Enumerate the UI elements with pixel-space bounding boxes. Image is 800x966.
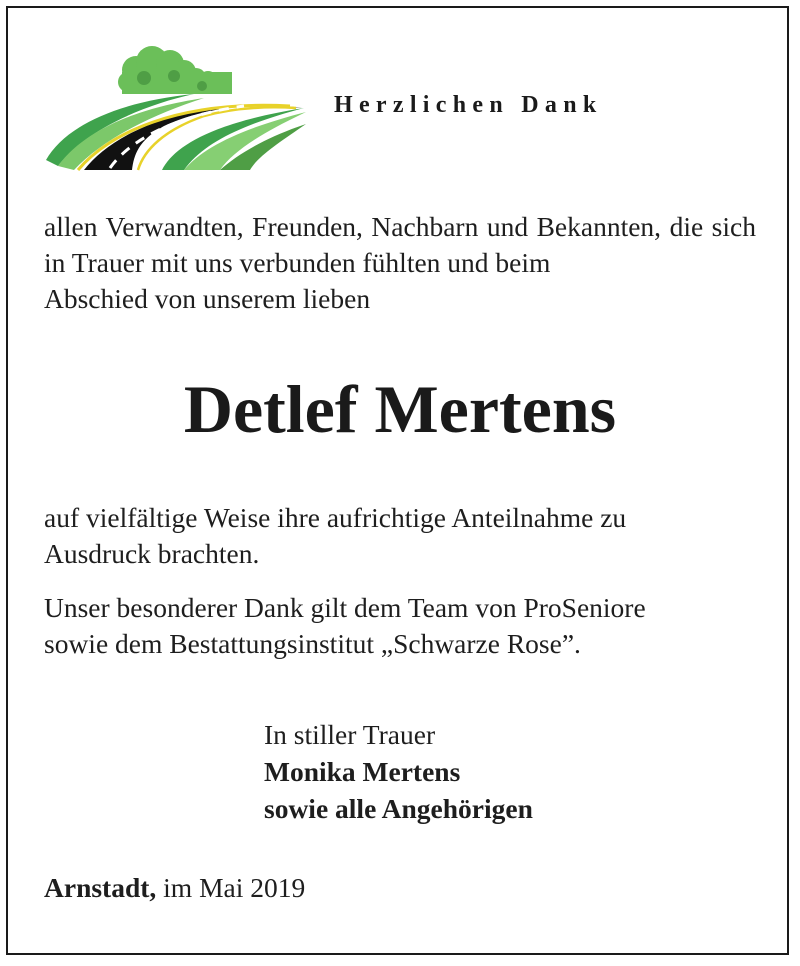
- paragraph-condolence: [44, 500, 756, 572]
- heading-thanks: Herzlichen Dank: [334, 92, 603, 118]
- road-landscape-icon: [44, 42, 306, 172]
- place-city: Arnstadt,: [44, 872, 157, 903]
- signature-relatives: sowie alle Angehörigen: [264, 793, 533, 824]
- intro-line: allen Verwandten, Freunden, Nachbarn und Bekannten,: [44, 211, 662, 242]
- paragraph-line: Ausdruck brachten.: [44, 538, 260, 569]
- intro-text: [44, 209, 756, 317]
- intro-line: die sich in Trauer mit uns verbunden fühlten und beim: [44, 211, 756, 278]
- signature-intro: In stiller Trauer: [264, 719, 436, 750]
- signature-block: [264, 716, 533, 827]
- paragraph-line: sowie dem Bestattungsinstitut „Schwarze Rose”.: [44, 628, 581, 659]
- deceased-name: Detlef Mertens: [183, 371, 617, 447]
- paragraph-line: Unser besonderer Dank gilt dem Team von ProSeniore: [44, 592, 646, 623]
- signature-name: Monika Mertens: [264, 756, 461, 787]
- place-date-text: im Mai 2019: [156, 872, 306, 903]
- paragraph-special-thanks: [44, 590, 756, 662]
- paragraph-line: auf vielfältige Weise ihre aufrichtige Anteilnahme zu: [44, 502, 627, 533]
- intro-line: Abschied von unserem lieben: [44, 283, 371, 314]
- place-date: [44, 872, 305, 904]
